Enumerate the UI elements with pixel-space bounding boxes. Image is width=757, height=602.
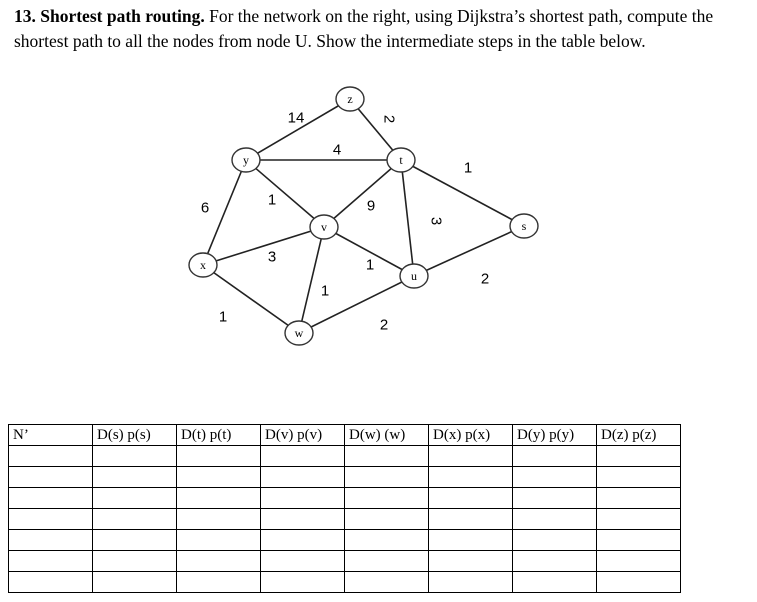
edge-x-v <box>203 227 324 265</box>
node-w <box>285 321 313 345</box>
table-cell[interactable] <box>93 509 177 530</box>
edge-weight-t-v: 9 <box>366 197 376 215</box>
table-cell[interactable] <box>429 446 513 467</box>
edge-v-w <box>299 227 324 333</box>
table-cell[interactable] <box>597 572 681 593</box>
table-cell[interactable] <box>93 572 177 593</box>
table-cell[interactable] <box>93 551 177 572</box>
table-cell[interactable] <box>261 509 345 530</box>
table-cell[interactable] <box>261 572 345 593</box>
table-cell[interactable] <box>9 446 93 467</box>
table-cell[interactable] <box>429 530 513 551</box>
table-cell[interactable] <box>9 488 93 509</box>
table-header-cell: D(z) p(z) <box>597 425 681 446</box>
edge-weight-t-s: 1 <box>463 159 473 177</box>
table-cell[interactable] <box>261 446 345 467</box>
table-cell[interactable] <box>513 467 597 488</box>
node-y <box>232 148 260 172</box>
edge-weight-y-v: 1 <box>267 191 277 209</box>
node-t <box>387 148 415 172</box>
table-cell[interactable] <box>177 488 261 509</box>
edge-weight-v-u: 1 <box>365 256 375 274</box>
table-cell[interactable] <box>345 572 429 593</box>
table-row <box>9 509 681 530</box>
table-row <box>9 488 681 509</box>
edge-weight-y-z: 14 <box>287 109 305 127</box>
table-cell[interactable] <box>177 467 261 488</box>
edge-weight-y-x: 6 <box>200 199 210 217</box>
node-z <box>336 87 364 111</box>
table-cell[interactable] <box>345 509 429 530</box>
table-cell[interactable] <box>513 572 597 593</box>
table-row <box>9 446 681 467</box>
table-cell[interactable] <box>345 467 429 488</box>
node-label-u: u <box>411 269 417 283</box>
edge-t-u <box>401 160 414 276</box>
table-cell[interactable] <box>513 446 597 467</box>
node-s <box>510 214 538 238</box>
table-header-cell: D(t) p(t) <box>177 425 261 446</box>
node-x <box>189 253 217 277</box>
node-label-v: v <box>321 220 327 234</box>
question-title: 13. Shortest path routing. <box>14 6 205 26</box>
table-header-cell: D(x) p(x) <box>429 425 513 446</box>
table-cell[interactable] <box>177 530 261 551</box>
table-header-row <box>9 425 681 446</box>
table-cell[interactable] <box>345 530 429 551</box>
table-cell[interactable] <box>597 446 681 467</box>
table-cell[interactable] <box>9 509 93 530</box>
table-cell[interactable] <box>9 572 93 593</box>
table-header-cell: D(v) p(v) <box>261 425 345 446</box>
table-cell[interactable] <box>597 509 681 530</box>
edge-weight-y-t: 4 <box>332 141 342 159</box>
table-row <box>9 467 681 488</box>
edge-w-u <box>299 276 414 333</box>
node-label-z: z <box>347 92 353 106</box>
table-header-cell: D(y) p(y) <box>513 425 597 446</box>
table-cell[interactable] <box>429 572 513 593</box>
edge-u-s <box>414 226 524 276</box>
table-cell[interactable] <box>429 551 513 572</box>
table-header-cell: D(s) p(s) <box>93 425 177 446</box>
table-cell[interactable] <box>429 509 513 530</box>
edge-t-v <box>324 160 401 227</box>
table-cell[interactable] <box>177 551 261 572</box>
table-cell[interactable] <box>177 509 261 530</box>
table-cell[interactable] <box>93 446 177 467</box>
table-cell[interactable] <box>597 530 681 551</box>
node-v <box>310 215 338 239</box>
node-label-w: w <box>294 326 304 340</box>
table-cell[interactable] <box>597 488 681 509</box>
table-cell[interactable] <box>93 467 177 488</box>
table-header-cell: D(w) (w) <box>345 425 429 446</box>
table-cell[interactable] <box>261 467 345 488</box>
node-u <box>400 264 428 288</box>
table-cell[interactable] <box>261 530 345 551</box>
table-cell[interactable] <box>345 488 429 509</box>
table-cell[interactable] <box>261 488 345 509</box>
node-label-s: s <box>521 219 527 233</box>
edge-y-x <box>200 160 246 265</box>
edge-weight-z-t: 2 <box>380 114 398 124</box>
edge-t-s <box>401 160 524 226</box>
table-cell[interactable] <box>9 551 93 572</box>
table-header-cell: N’ <box>9 425 93 446</box>
dijkstra-table <box>8 424 681 593</box>
edge-weight-w-u: 2 <box>379 316 389 334</box>
edge-x-w <box>203 265 299 333</box>
table-cell[interactable] <box>513 488 597 509</box>
table-cell[interactable] <box>513 551 597 572</box>
edge-weight-u-s: 2 <box>480 270 490 288</box>
table-cell[interactable] <box>261 551 345 572</box>
table-cell[interactable] <box>93 488 177 509</box>
table-row <box>9 551 681 572</box>
table-cell[interactable] <box>177 446 261 467</box>
table-cell[interactable] <box>93 530 177 551</box>
table-row <box>9 572 681 593</box>
table-cell[interactable] <box>513 509 597 530</box>
table-cell[interactable] <box>9 467 93 488</box>
node-label-y: y <box>243 153 249 167</box>
table-cell[interactable] <box>177 572 261 593</box>
edge-weight-v-w: 1 <box>320 282 330 300</box>
table-cell[interactable] <box>597 551 681 572</box>
table-row <box>9 530 681 551</box>
node-label-x: x <box>200 258 206 272</box>
table-cell[interactable] <box>429 467 513 488</box>
edge-weight-t-u: 3 <box>427 216 445 226</box>
node-label-t: t <box>399 153 403 167</box>
question-body: For the network on the right, using Dijkstra’s shortest path, compute the shortest path to all the nodes from node U. Show the intermediate steps in the table below. <box>14 6 714 51</box>
table-cell[interactable] <box>345 551 429 572</box>
table-cell[interactable] <box>513 530 597 551</box>
table-cell[interactable] <box>429 488 513 509</box>
edge-weight-x-v: 3 <box>267 248 277 266</box>
edge-y-v <box>246 160 324 227</box>
table-cell[interactable] <box>9 530 93 551</box>
table-cell[interactable] <box>345 446 429 467</box>
table-cell[interactable] <box>597 467 681 488</box>
edge-weight-x-w: 1 <box>218 308 228 326</box>
